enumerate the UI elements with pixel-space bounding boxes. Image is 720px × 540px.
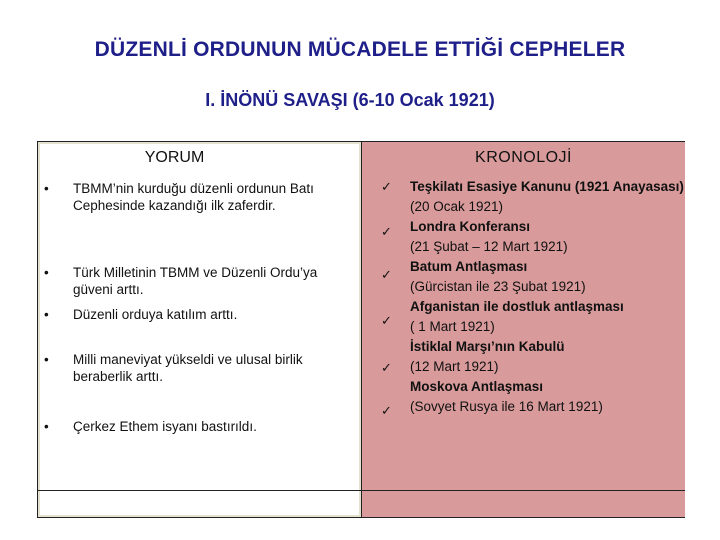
yorum-text: Türk Milletinin TBMM ve Düzenli Ordu’ya güveni arttı. (73, 265, 318, 297)
kronoloji-item (410, 177, 685, 217)
check-icon: ✓ (381, 224, 392, 239)
kronoloji-date: ( 1 Mart 1921) (410, 319, 495, 334)
yorum-text: Çerkez Ethem isyanı bastırıldı. (73, 419, 257, 434)
bullet-icon: • (44, 419, 49, 434)
page-subtitle: I. İNÖNÜ SAVAŞI (6-10 Ocak 1921) (205, 90, 495, 110)
comparison-table (37, 141, 685, 518)
kronoloji-date: (Sovyet Rusya ile 16 Mart 1921) (410, 399, 603, 414)
kronoloji-event: Teşkilatı Esasiye Kanunu (1921 Anayasası) (410, 179, 684, 194)
kronoloji-item (410, 377, 685, 417)
yorum-text: TBMM’nin kurduğu düzenli ordunun Batı Cephesinde kazandığı ilk zaferdir. (73, 181, 314, 213)
kronoloji-date: (12 Mart 1921) (410, 359, 499, 374)
bullet-icon: • (44, 352, 49, 367)
table-bottom-divider (362, 490, 685, 491)
kronoloji-header: KRONOLOJİ (475, 149, 572, 166)
bullet-icon: • (44, 265, 49, 280)
kronoloji-item (410, 217, 685, 257)
check-icon: ✓ (381, 267, 392, 282)
check-icon: ✓ (381, 360, 392, 375)
kronoloji-date: (Gürcistan ile 23 Şubat 1921) (410, 279, 586, 294)
kronoloji-event: Londra Konferansı (410, 219, 531, 234)
kronoloji-item (410, 297, 685, 337)
yorum-header: YORUM (144, 149, 205, 166)
yorum-column (38, 142, 361, 517)
table-bottom-divider (38, 490, 361, 491)
yorum-text: Milli maneviyat yükseldi ve ulusal birlik beraberlik arttı. (73, 352, 303, 384)
bullet-icon: • (44, 181, 49, 196)
kronoloji-item (410, 337, 685, 377)
check-icon: ✓ (381, 179, 392, 194)
kronoloji-column (361, 142, 685, 517)
kronoloji-date: (21 Şubat – 12 Mart 1921) (410, 239, 568, 254)
kronoloji-item (410, 257, 685, 297)
kronoloji-list (410, 177, 685, 417)
bullet-icon: • (44, 307, 49, 322)
kronoloji-event: Moskova Antlaşması (410, 379, 544, 394)
kronoloji-date: (20 Ocak 1921) (410, 199, 504, 214)
page-title: DÜZENLİ ORDUNUN MÜCADELE ETTİĞİ CEPHELER (94, 38, 626, 61)
check-icon: ✓ (381, 313, 392, 328)
check-icon: ✓ (381, 403, 392, 418)
kronoloji-event: Batum Antlaşması (410, 259, 528, 274)
yorum-text: Düzenli orduya katılım arttı. (73, 307, 238, 322)
kronoloji-event: Afganistan ile dostluk antlaşması (410, 299, 624, 314)
kronoloji-event: İstiklal Marşı’nın Kabulü (410, 339, 565, 354)
